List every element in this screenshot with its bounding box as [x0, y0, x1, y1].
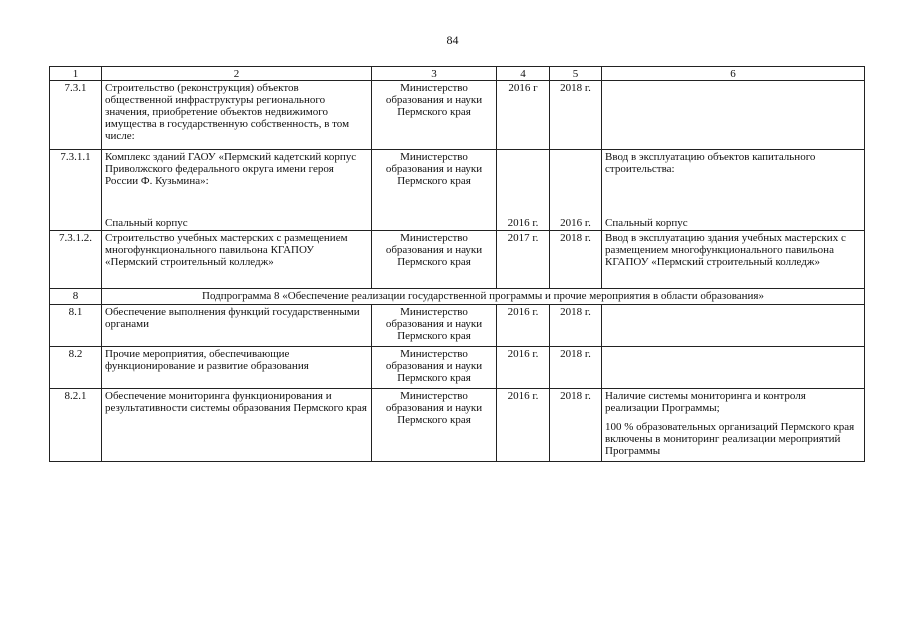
- column-header: 1: [50, 67, 102, 81]
- table-header-row: [50, 67, 865, 81]
- activity-name: Строительство учебных мастерских с размещением многофункционального павильона КГАПОУ «Пермский строительный колледж»: [102, 231, 372, 289]
- responsible-ministry: Министерство образования и науки Пермского края: [372, 231, 497, 289]
- end-year: 2016 г.: [560, 217, 591, 229]
- result-cell: [602, 389, 865, 462]
- column-header: 2: [102, 67, 372, 81]
- expected-result: [602, 81, 865, 150]
- expected-result: Наличие системы мониторинга и контроля реализации Программы;: [605, 390, 806, 414]
- table-row: [50, 347, 865, 389]
- start-year: 2017 г.: [497, 231, 550, 289]
- subprogram-row: [50, 289, 865, 305]
- table-row: [50, 81, 865, 150]
- responsible-ministry: Министерство образования и науки Пермского края: [372, 347, 497, 389]
- end-year: 2018 г.: [550, 389, 602, 462]
- column-header: 6: [602, 67, 865, 81]
- page-number: 84: [446, 33, 459, 47]
- row-number: 7.3.1: [50, 81, 102, 150]
- responsible-ministry: Министерство образования и науки Пермского края: [372, 389, 497, 462]
- end-year-cell: [550, 150, 602, 231]
- column-header: 3: [372, 67, 497, 81]
- table-row: [50, 150, 865, 231]
- activity-name: Строительство (реконструкция) объектов общественной инфраструктуры регионального значения, приобретение объектов недвижимого имущества в государственную собственность, в том числе:: [102, 81, 372, 150]
- expected-result: Ввод в эксплуатацию здания учебных мастерских с размещением многофункционального павильона КГАПОУ «Пермский строительный колледж»: [602, 231, 865, 289]
- row-number: 8: [50, 289, 102, 305]
- table-row: [50, 305, 865, 347]
- row-number: 8.2.1: [50, 389, 102, 462]
- start-year: 2016 г.: [497, 347, 550, 389]
- activity-name: Комплекс зданий ГАОУ «Пермский кадетский корпус Приволжского федерального округа имени героя России Ф. Кузьмина»:: [105, 151, 357, 187]
- column-header: 5: [550, 67, 602, 81]
- expected-result: [602, 305, 865, 347]
- expected-result: [602, 347, 865, 389]
- end-year: 2018 г.: [550, 231, 602, 289]
- responsible-ministry: Министерство образования и науки Пермского края: [372, 150, 497, 231]
- row-number: 8.2: [50, 347, 102, 389]
- row-number: 8.1: [50, 305, 102, 347]
- subprogram-title: Подпрограмма 8 «Обеспечение реализации государственной программы и прочие мероприятия в области образования»: [102, 289, 865, 305]
- table-row: [50, 231, 865, 289]
- start-year-cell: [497, 150, 550, 231]
- start-year: 2016 г.: [507, 217, 539, 229]
- end-year: 2018 г.: [550, 305, 602, 347]
- activity-name: Обеспечение выполнения функций государственными органами: [102, 305, 372, 347]
- start-year: 2016 г.: [497, 305, 550, 347]
- responsible-ministry: Министерство образования и науки Пермского края: [372, 81, 497, 150]
- activity-cell: [102, 150, 372, 231]
- end-year: 2018 г.: [550, 347, 602, 389]
- result-subitem: Спальный корпус: [605, 217, 688, 229]
- expected-result: Ввод в эксплуатацию объектов капитального строительства:: [605, 151, 816, 175]
- activity-name: Прочие мероприятия, обеспечивающие функционирование и развитие образования: [102, 347, 372, 389]
- end-year: 2018 г.: [550, 81, 602, 150]
- row-number: 7.3.1.2.: [50, 231, 102, 289]
- responsible-ministry: Министерство образования и науки Пермского края: [372, 305, 497, 347]
- program-table: [49, 66, 865, 462]
- result-cell: [602, 150, 865, 231]
- row-number: 7.3.1.1: [50, 150, 102, 231]
- start-year: 2016 г: [497, 81, 550, 150]
- activity-subitem: Спальный корпус: [105, 217, 188, 229]
- table-row: [50, 389, 865, 462]
- start-year: 2016 г.: [497, 389, 550, 462]
- column-header: 4: [497, 67, 550, 81]
- expected-result-second: 100 % образовательных организаций Пермского края включены в мониторинг реализации мероприятий Программы: [605, 421, 855, 457]
- activity-name: Обеспечение мониторинга функционирования и результативности системы образования Пермского края: [102, 389, 372, 462]
